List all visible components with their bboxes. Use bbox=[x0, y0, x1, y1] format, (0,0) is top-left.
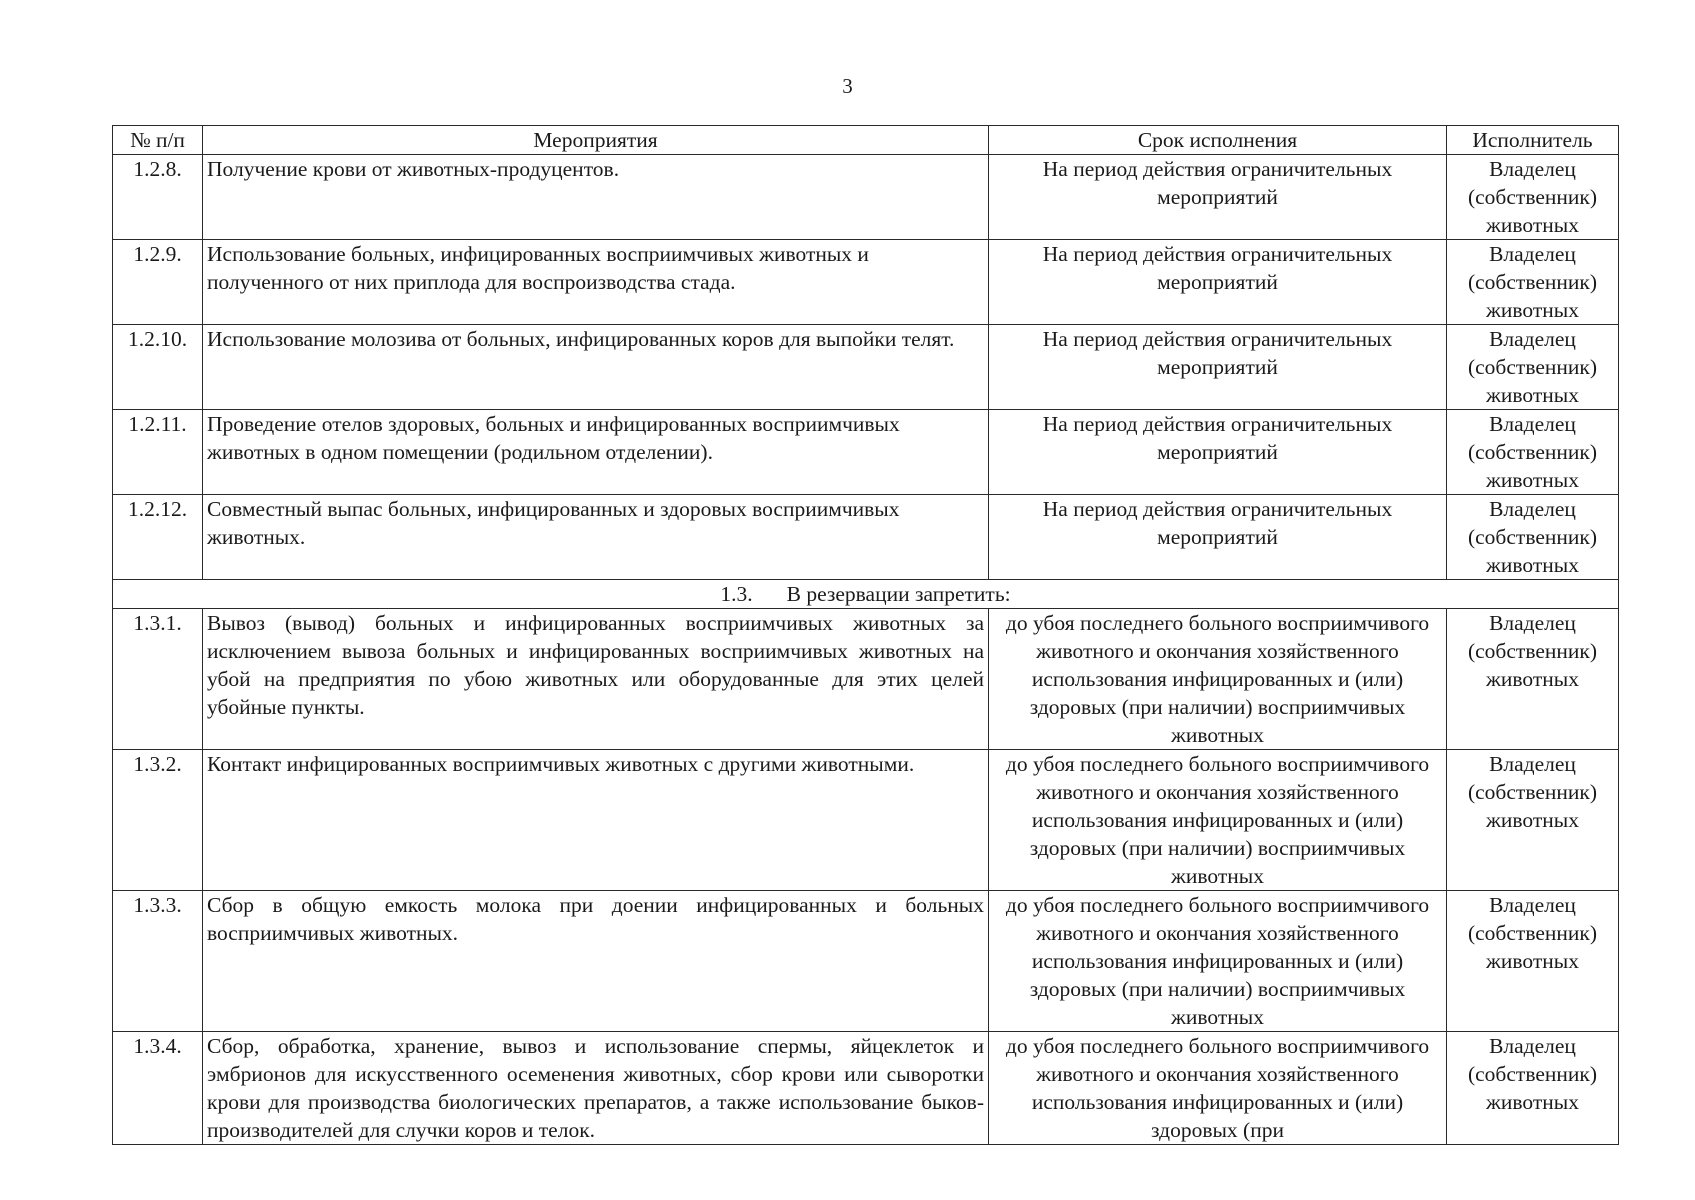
table-row bbox=[113, 891, 1619, 1032]
row-number: 1.3.4. bbox=[113, 1032, 203, 1145]
header-measure: Мероприятия bbox=[203, 126, 989, 155]
row-executor: Владелец (собственник) животных bbox=[1447, 155, 1619, 240]
row-term: На период действия ограничительных мероприятий bbox=[989, 410, 1447, 495]
table-row bbox=[113, 750, 1619, 891]
row-executor: Владелец (собственник) животных bbox=[1447, 495, 1619, 580]
page-number: 3 bbox=[842, 74, 853, 98]
row-term: На период действия ограничительных мероприятий bbox=[989, 240, 1447, 325]
table-row bbox=[113, 325, 1619, 410]
row-measure: Использование молозива от больных, инфицированных коров для выпойки телят. bbox=[203, 325, 989, 410]
row-number: 1.3.1. bbox=[113, 609, 203, 750]
section-row bbox=[113, 580, 1619, 609]
row-number: 1.3.3. bbox=[113, 891, 203, 1032]
table-row bbox=[113, 1032, 1619, 1145]
row-measure: Получение крови от животных-продуцентов. bbox=[203, 155, 989, 240]
row-number: 1.2.8. bbox=[113, 155, 203, 240]
table-header-row bbox=[113, 126, 1619, 155]
row-executor: Владелец (собственник) животных bbox=[1447, 240, 1619, 325]
row-term: до убоя последнего больного восприимчивого животного и окончания хозяйственного использования инфицированных и (или) здоровых (при наличии) восприимчивых животных bbox=[989, 750, 1447, 891]
row-executor: Владелец (собственник) животных bbox=[1447, 410, 1619, 495]
section-title: В резервации запретить: bbox=[786, 582, 1011, 606]
row-measure: Использование больных, инфицированных восприимчивых животных и полученного от них приплода для воспроизводства стада. bbox=[203, 240, 989, 325]
measures-table bbox=[112, 125, 1619, 1145]
table-row bbox=[113, 410, 1619, 495]
row-number: 1.2.9. bbox=[113, 240, 203, 325]
row-measure: Сбор, обработка, хранение, вывоз и использование спермы, яйцеклеток и эмбрионов для искусственного осеменения животных, сбор крови или сыворотки крови для производства биологических препаратов, а также использование быков-производителей для случки коров и телок. bbox=[203, 1032, 989, 1145]
table-row bbox=[113, 609, 1619, 750]
section-heading bbox=[113, 580, 1619, 609]
row-executor: Владелец (собственник) животных bbox=[1447, 325, 1619, 410]
row-term: до убоя последнего больного восприимчивого животного и окончания хозяйственного использования инфицированных и (или) здоровых (при наличии) восприимчивых животных bbox=[989, 891, 1447, 1032]
row-number: 1.2.11. bbox=[113, 410, 203, 495]
row-executor: Владелец (собственник) животных bbox=[1447, 609, 1619, 750]
row-measure: Вывоз (вывод) больных и инфицированных восприимчивых животных за исключением вывоза больных и инфицированных восприимчивых животных на убой на предприятия по убою животных или оборудованные для этих целей убойные пункты. bbox=[203, 609, 989, 750]
header-executor: Исполнитель bbox=[1447, 126, 1619, 155]
table-row bbox=[113, 240, 1619, 325]
row-executor: Владелец (собственник) животных bbox=[1447, 1032, 1619, 1145]
row-term: На период действия ограничительных мероприятий bbox=[989, 155, 1447, 240]
row-term: На период действия ограничительных мероприятий bbox=[989, 325, 1447, 410]
row-measure: Контакт инфицированных восприимчивых животных с другими животными. bbox=[203, 750, 989, 891]
row-measure: Совместный выпас больных, инфицированных и здоровых восприимчивых животных. bbox=[203, 495, 989, 580]
row-measure: Сбор в общую емкость молока при доении инфицированных и больных восприимчивых животных. bbox=[203, 891, 989, 1032]
row-executor: Владелец (собственник) животных bbox=[1447, 891, 1619, 1032]
table-row bbox=[113, 155, 1619, 240]
row-number: 1.3.2. bbox=[113, 750, 203, 891]
table-row bbox=[113, 495, 1619, 580]
row-executor: Владелец (собственник) животных bbox=[1447, 750, 1619, 891]
row-term: до убоя последнего больного восприимчивого животного и окончания хозяйственного использования инфицированных и (или) здоровых (при наличии) восприимчивых животных bbox=[989, 609, 1447, 750]
header-num: № п/п bbox=[113, 126, 203, 155]
row-term: На период действия ограничительных мероприятий bbox=[989, 495, 1447, 580]
header-term: Срок исполнения bbox=[989, 126, 1447, 155]
row-term: до убоя последнего больного восприимчивого животного и окончания хозяйственного использования инфицированных и (или) здоровых (при bbox=[989, 1032, 1447, 1145]
row-number: 1.2.10. bbox=[113, 325, 203, 410]
row-measure: Проведение отелов здоровых, больных и инфицированных восприимчивых животных в одном помещении (родильном отделении). bbox=[203, 410, 989, 495]
section-number: 1.3. bbox=[720, 582, 753, 606]
row-number: 1.2.12. bbox=[113, 495, 203, 580]
